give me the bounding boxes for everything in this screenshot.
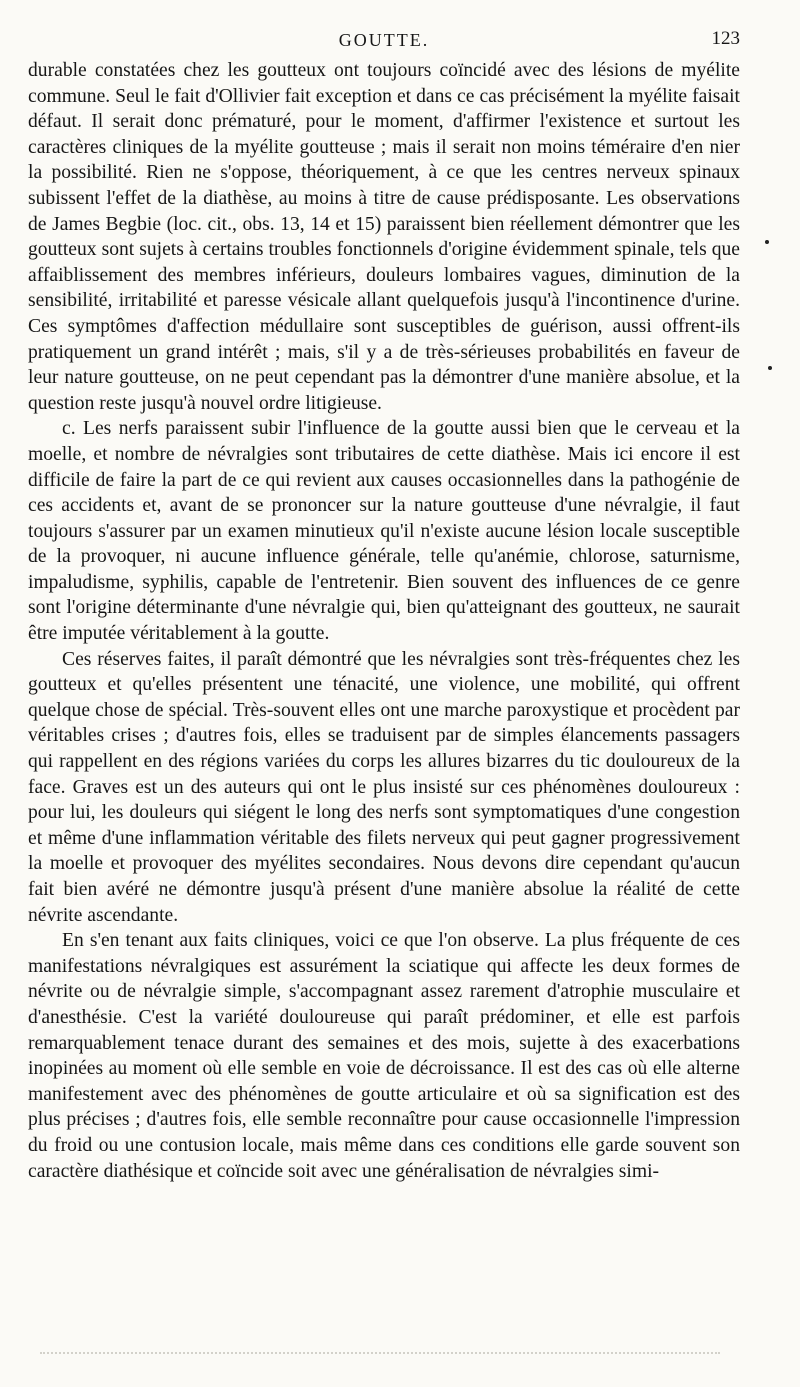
page-header bbox=[28, 28, 740, 58]
body-text bbox=[28, 58, 740, 1184]
stray-ink-mark bbox=[765, 240, 769, 244]
paragraph-myelite: durable constatées chez les goutteux ont toujours coïncidé avec des lésions de myélite commune. Seul le fait d'Ollivier fait exception et dans ce cas précisément la myélite faisait défaut. Il serait donc prématuré, pour le moment, d'affirmer l'existence et surtout les caractères cliniques de la myélite goutteuse ; mais il serait non moins téméraire d'en nier la possibilité. Rien ne s'oppose, théoriquement, à ce que les centres nerveux spinaux subissent l'effet de la diathèse, au moins à titre de cause prédisposante. Les observations de James Begbie (loc. cit., obs. 13, 14 et 15) paraissent bien réellement démontrer que les goutteux sont sujets à certains troubles fonctionnels d'origine évidemment spinale, tels que affaiblissement des membres inférieurs, douleurs lombaires vagues, diminution de la sensibilité, irritabilité et paresse vésicale allant quelquefois jusqu'à l'incontinence d'urine. Ces symptômes d'affection médullaire sont susceptibles de guérison, aussi offrent-ils pratiquement un grand intérêt ; mais, s'il y a de très-sérieuses probabilités en faveur de leur nature goutteuse, on ne peut cependant pas la démontrer d'une manière absolue, et la question reste jusqu'à nouvel ordre litigieuse. bbox=[28, 60, 740, 414]
page bbox=[28, 28, 740, 1184]
page-number: 123 bbox=[711, 28, 740, 49]
stray-ink-mark bbox=[768, 366, 772, 370]
paragraph-nerfs: c. Les nerfs paraissent subir l'influence de la goutte aussi bien que le cerveau et la moelle, et nombre de névralgies sont tributaires de cette diathèse. Mais ici encore il est difficile de faire la part de ce qui revient aux causes occasionnelles dans la pathogénie de ces accidents et, avant de se prononcer sur la nature goutteuse d'une névralgie, il faut toujours s'assurer par un examen minutieux qu'il n'existe aucune lésion locale susceptible de la provoquer, ni aucune influence générale, telle qu'anémie, chlorose, saturnisme, impaludisme, syphilis, capable de l'entretenir. Bien souvent des influences de ce genre sont l'origine déterminante d'une névralgie qui, bien qu'atteignant des goutteux, ne saurait être imputée véritablement à la goutte. bbox=[28, 418, 740, 645]
footer-scan-artifact bbox=[40, 1352, 720, 1355]
running-title: GOUTTE. bbox=[338, 30, 430, 50]
paragraph-nevralgies: Ces réserves faites, il paraît démontré que les névralgies sont très-fréquentes chez les goutteux et qu'elles présentent une ténacité, une violence, une mobilité, qui offrent quelque chose de spécial. Très-souvent elles ont une marche paroxystique et procèdent par véritables crises ; d'autres fois, elles se traduisent par de simples élancements passagers qui rappellent en des régions variées du corps les allures bizarres du tic douloureux de la face. Graves est un des auteurs qui ont le plus insisté sur ces phénomènes douloureux : pour lui, les douleurs qui siégent le long des nerfs sont symptomatiques d'une congestion et même d'une inflammation véritable des filets nerveux qui peut gagner progressivement la moelle et provoquer des myélites secondaires. Nous devons dire cependant qu'aucun fait bien avéré ne démontre jusqu'à présent d'une manière absolue la réalité de cette névrite ascendante. bbox=[28, 648, 740, 926]
paragraph-sciatique: En s'en tenant aux faits cliniques, voici ce que l'on observe. La plus fréquente de ces manifestations névralgiques est assurément la sciatique qui affecte les deux formes de névrite ou de névralgie simple, s'accompagnant assez rarement d'atrophie musculaire et d'anesthésie. C'est la variété douloureuse qui paraît prédominer, et elle est parfois remarquablement tenace durant des semaines et des mois, sujette à des exacerbations inopinées au moment où elle semble en voie de décroissance. Il est des cas où elle alterne manifestement avec des phénomènes de goutte articulaire et où sa signification est des plus précises ; d'autres fois, elle semble reconnaître pour cause occasionnelle l'impression du froid ou une contusion locale, mais même dans ces conditions elle garde souvent son caractère diathésique et coïncide soit avec une généralisation de névralgies simi- bbox=[28, 930, 740, 1182]
